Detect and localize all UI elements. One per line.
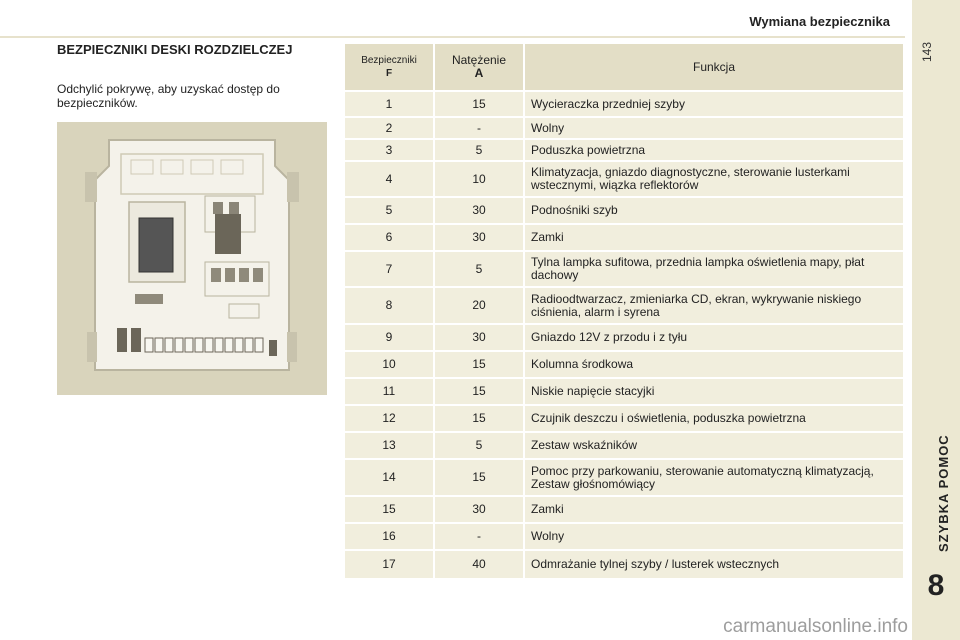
fuse-box-illustration [57,122,327,395]
table-row [345,251,903,287]
fuse-number: 3 [345,139,434,161]
header-divider [0,36,905,38]
table-row [345,523,903,550]
table-row [345,496,903,523]
chapter-side-label: SZYBKA POMOC [936,434,951,552]
page-header-title: Wymiana bezpiecznika [749,14,890,29]
fuse-current: 30 [434,496,524,523]
fuse-current: 30 [434,324,524,351]
fuse-number: 9 [345,324,434,351]
table-row [345,405,903,432]
fuse-function: Wycieraczka przedniej szyby [524,91,903,117]
fuse-current: 20 [434,287,524,324]
fuse-number: 10 [345,351,434,378]
fuse-number: 16 [345,523,434,550]
fuse-number: 2 [345,117,434,139]
table-row [345,197,903,224]
fuse-current: 5 [434,139,524,161]
fuse-current: 15 [434,459,524,496]
fuse-current: 15 [434,91,524,117]
fuse-function: Zamki [524,496,903,523]
fuse-number: 17 [345,550,434,578]
fuse-current: 5 [434,432,524,459]
table-header-row [345,44,903,91]
fuse-function: Radioodtwarzacz, zmieniarka CD, ekran, wykrywanie niskiego ciśnienia, alarm i syrena [524,287,903,324]
fuse-function: Tylna lampka sufitowa, przednia lampka oświetlenia mapy, płat dachowy [524,251,903,287]
table-row [345,351,903,378]
fuse-number: 12 [345,405,434,432]
fuse-number: 6 [345,224,434,251]
fuse-function: Czujnik deszczu i oświetlenia, poduszka powietrzna [524,405,903,432]
fuse-number: 5 [345,197,434,224]
header-function: Funkcja [524,44,903,91]
watermark-text: carmanualsonline.info [723,616,908,637]
fuse-number: 15 [345,496,434,523]
table-row [345,432,903,459]
fuse-current: 30 [434,224,524,251]
fuse-current: 5 [434,251,524,287]
header-fuse [345,44,434,91]
fuse-function: Wolny [524,117,903,139]
fuse-function: Niskie napięcie stacyjki [524,378,903,405]
page-number: 143 [920,41,934,62]
fuse-table [345,44,903,578]
fuse-function: Zamki [524,224,903,251]
fuse-number: 14 [345,459,434,496]
fuse-current: 15 [434,405,524,432]
fuse-current: - [434,117,524,139]
table-row [345,161,903,197]
fuse-number: 8 [345,287,434,324]
header-current [434,44,524,91]
fuse-current: 10 [434,161,524,197]
fuse-function: Poduszka powietrzna [524,139,903,161]
fuse-box-diagram [57,122,327,395]
fuse-current: 15 [434,351,524,378]
fuse-function: Pomoc przy parkowaniu, sterowanie automatyczną klimatyzacją, Zestaw głośnomówiący [524,459,903,496]
fuse-function: Odmrażanie tylnej szyby / lusterek wstecznych [524,550,903,578]
table-row [345,139,903,161]
table-row [345,459,903,496]
fuse-current: 30 [434,197,524,224]
fuse-current: 40 [434,550,524,578]
fuse-function: Zestaw wskaźników [524,432,903,459]
table-row [345,224,903,251]
header-fuse-label: Bezpieczniki [361,55,417,66]
header-fuse-unit: F [385,68,393,79]
fuse-number: 7 [345,251,434,287]
table-row [345,378,903,405]
chapter-number: 8 [916,566,956,606]
fuse-function: Kolumna środkowa [524,351,903,378]
header-current-unit: A [474,66,484,80]
fuse-current: - [434,523,524,550]
fuse-function: Gniazdo 12V z przodu i z tyłu [524,324,903,351]
table-row [345,91,903,117]
fuse-number: 4 [345,161,434,197]
section-instruction: Odchylić pokrywę, aby uzyskać dostęp do bezpieczników. [57,82,280,110]
table-row [345,324,903,351]
fuse-current: 15 [434,378,524,405]
table-row [345,287,903,324]
fuse-function: Podnośniki szyb [524,197,903,224]
table-row [345,117,903,139]
fuse-number: 11 [345,378,434,405]
header-current-label: Natężenie [451,53,507,67]
fuse-number: 13 [345,432,434,459]
fuse-function: Klimatyzacja, gniazdo diagnostyczne, sterowanie lusterkami wstecznymi, wiązka reflektorów [524,161,903,197]
fuse-number: 1 [345,91,434,117]
table-row [345,550,903,578]
fuse-function: Wolny [524,523,903,550]
section-title: BEZPIECZNIKI DESKI ROZDZIELCZEJ [57,42,293,57]
